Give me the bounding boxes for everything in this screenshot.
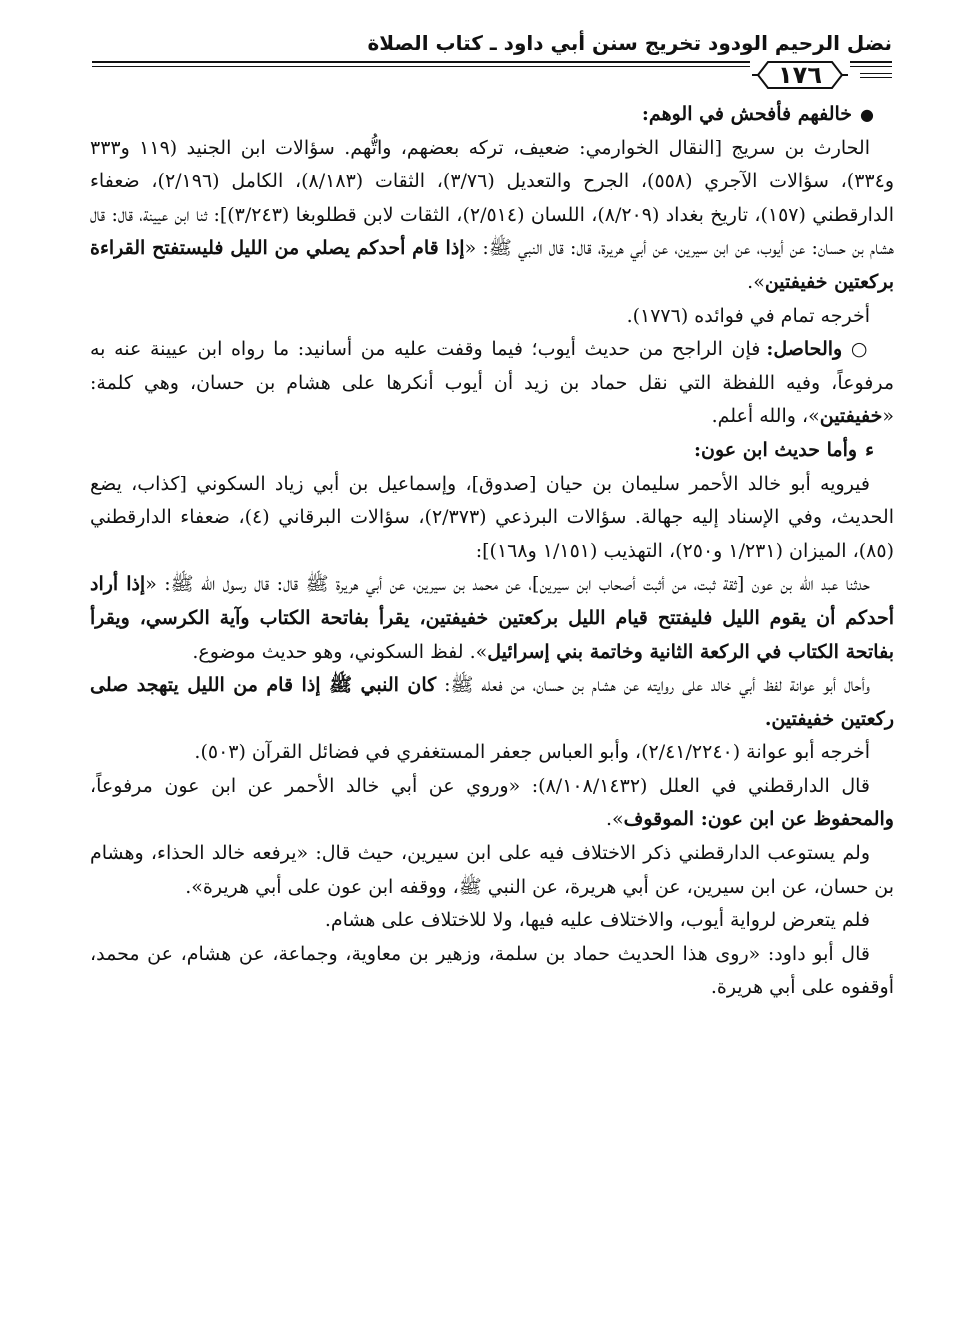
section-heading-1-text: خالفهم فأفحش في الوهم: (641, 103, 853, 125)
paragraph-5 (90, 669, 894, 736)
paragraph-9 (90, 904, 894, 938)
running-header-title: نضل الرحيم الودود تخريج سنن أبي داود ـ كتاب الصلاة (367, 31, 892, 55)
paragraph-8-text: ولم يستوعب الدارقطني ذكر الاختلاف فيه على ابن سيرين، حيث قال: «يرفعه خالد الحذاء، وهشام بن حسان، عن ابن سيرين، عن أبي هريرة، عن النبي ﷺ، ووقفه ابن عون على أبي هريرة». (90, 842, 894, 898)
paragraph-2 (90, 300, 894, 334)
conclusion-end: »، والله أعلم. (711, 405, 820, 428)
paragraph-4-text: حدثنا عبد الله بن عون [ثقة ثبت، من أثبت أصحاب ابن سيرين]، عن محمد بن سيرين، عن أبي هريرة ﷺ قال: قال رسول الله ﷺ: « (145, 573, 870, 596)
paragraph-4 (90, 568, 894, 669)
paragraph-7-text: قال الدارقطني في العلل (٨/١٠٨/١٤٣٢): «وروي عن أبي خالد الأحمر عن ابن عون مرفوعاً، (90, 774, 870, 797)
conclusion-lead: والحاصل: (766, 338, 843, 361)
page-body (90, 98, 894, 1005)
paragraph-1 (90, 132, 894, 300)
page-number-box (750, 56, 850, 94)
header-rule-tail-2 (860, 77, 892, 78)
paragraph-5-text: وأحال أبو عوانة لفظ أبي خالد على روايته عن هشام بن حسان، من فعله ﷺ: (436, 674, 870, 697)
paragraph-4-end: ». لفظ السكوني، وهو حديث موضوع. (192, 640, 488, 663)
section-heading-2 (90, 434, 894, 468)
paragraph-8 (90, 837, 894, 904)
section-marker-icon: ء (865, 438, 874, 461)
hadith-text-3: كان النبي ﷺ إذا قام من الليل يتهجد صلى ركعتين خفيفتين. (90, 674, 894, 730)
running-header (92, 28, 892, 58)
paragraph-3 (90, 468, 894, 569)
paragraph-1-end: ». (747, 270, 765, 293)
header-rule-tail (860, 73, 892, 74)
conclusion-text: فإن الراجح من حديث أيوب؛ فيما وقفت عليه من أسانيد: ما رواه ابن عيينة عنه به مرفوعاً، وفيه اللفظة التي نقل حماد بن زيد أن أيوب أنكرها على هشام بن حسان، وهي كلمة: « (90, 338, 894, 428)
paragraph-2-text: أخرجه تمام في فوائده (١٧٧٦). (626, 304, 870, 327)
paragraph-1-text: الحارث بن سريج [النقال الخوارمي: ضعيف، تركه بعضهم، واتُّهم. سؤالات ابن الجنيد (١١٩ و٣٣٣ و٣٣٤)، سؤالات الآجري (٥٥٨)، الجرح والتعديل (٣/٧٦)، الثقات (٨/١٨٣)، الكامل (٢/١٩٦)، ضعفاء الدارقطني (١٥٧)، تاريخ بغداد (٨/٢٠٩)، اللسان (٢/٥١٤)، الثقات لابن قطلوبغا (٣/٢٤٣)]: ثنا ابن عيينة، قال: قال هشام بن حسان: عن أيوب، عن ابن سيرين، عن أبي هريرة، قال: قال النبي ﷺ: « (90, 136, 895, 260)
paragraph-conclusion (90, 333, 894, 434)
section-heading-2-text: وأما حديث ابن عون: (693, 438, 858, 461)
conclusion-bold-word: خفيفتين (819, 405, 883, 428)
paragraph-10-text: قال أبو داود: «روى هذا الحديث حماد بن سلمة، وزهير بن معاوية، وجماعة، عن هشام، عن محمد، أوقفوه على أبي هريرة. (90, 942, 894, 999)
paragraph-6-text: أخرجه أبو عوانة (٢/٤١/٢٢٤٠)، وأبو العباس جعفر المستغفري في فضائل القرآن (٥٠٣). (194, 741, 870, 764)
paragraph-6 (90, 736, 894, 770)
paragraph-10 (90, 938, 894, 1005)
page-number-text: ١٧٦ (778, 61, 822, 89)
paragraph-3-text: فيرويه أبو خالد الأحمر سليمان بن حيان [صدوق]، وإسماعيل بن أبي زياد السكوني [كذاب، يضع الحديث، وفي الإسناد إليه جهالة. سؤالات البرذعي (٢/٣٧٣)، سؤالات البرقاني (٤)، ضعفاء الدارقطني (٨٥)، الميزان (١/٢٣١ و٢٥٠)، التهذيب (١/١٥١ و١٦٨)]: (90, 472, 894, 562)
paragraph-7 (90, 770, 894, 837)
paragraph-9-text: فلم يتعرض لرواية أيوب، والاختلاف عليه فيها، ولا للاختلاف على هشام. (324, 909, 870, 932)
hadith-text-2: إذا أراد أحدكم أن يقوم الليل فليفتتح قيام الليل بركعتين خفيفتين، يقرأ بفاتحة الكتاب وآية الكرسي، ويقرأ بفاتحة الكتاب في الركعة الثانية وخاتمة بني إسرائيل (90, 573, 894, 663)
hollow-circle-bullet-icon: ○ (842, 338, 870, 361)
hadith-text-1: إذا قام أحدكم يصلي من الليل فليستفتح القراءة بركعتين خفيفتين (90, 237, 894, 293)
page-number (750, 56, 850, 94)
filled-circle-bullet-icon: ● (860, 105, 874, 124)
section-heading-1 (90, 98, 894, 132)
paragraph-7-end: ». (605, 808, 624, 831)
paragraph-7-bold: والمحفوظ عن ابن عون: الموقوف (623, 808, 894, 831)
